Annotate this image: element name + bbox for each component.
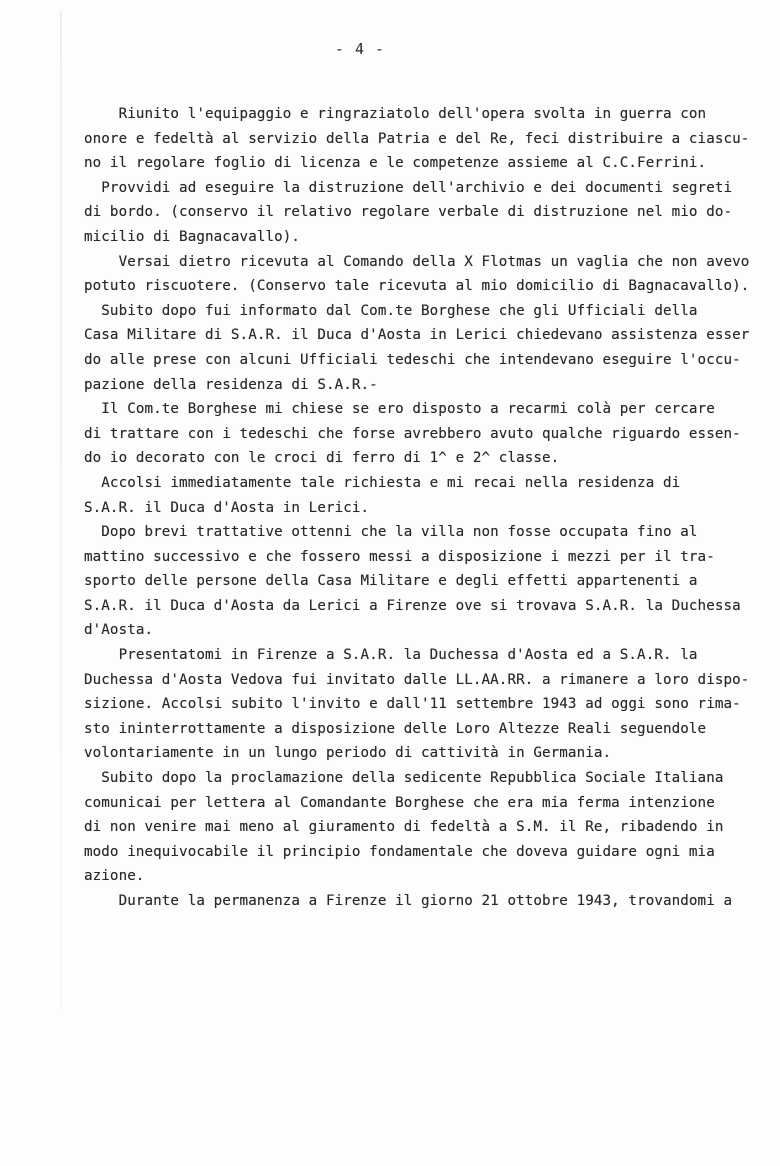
text-line: modo inequivocabile il principio fondamentale che doveva guidare ogni mia — [84, 843, 715, 860]
text-line: di trattare con i tedeschi che forse avrebbero avuto qualche riguardo essen- — [84, 425, 741, 442]
text-line: Provvidi ad eseguire la distruzione dell'archivio e dei documenti segreti — [84, 179, 733, 196]
text-line: volontariamente in un lungo periodo di cattività in Germania. — [84, 745, 612, 762]
text-line: Subito dopo la proclamazione della sedicente Repubblica Sociale Italiana — [84, 770, 724, 787]
text-line: Duchessa d'Aosta Vedova fui invitato dalle LL.AA.RR. a rimanere a loro dispo- — [84, 671, 750, 688]
text-line: Durante la permanenza a Firenze il giorno 21 ottobre 1943, trovandomi a — [84, 893, 733, 909]
text-line: S.A.R. il Duca d'Aosta in Lerici. — [84, 499, 370, 516]
text-line: Versai dietro ricevuta al Comando della X Flotmas un vaglia che non avevo — [84, 253, 750, 270]
text-line: no il regolare foglio di licenza e le competenze assieme al C.C.Ferrini. — [84, 155, 707, 172]
text-line: sto ininterrottamente a disposizione delle Loro Altezze Reali seguendole — [84, 720, 707, 737]
body-text — [84, 102, 770, 914]
text-line: Accolsi immediatamente tale richiesta e mi recai nella residenza di — [84, 474, 681, 491]
text-line: di bordo. (conservo il relativo regolare verbale di distruzione nel mio do- — [84, 204, 733, 221]
text-line: azione. — [84, 868, 145, 885]
text-line: Casa Militare di S.A.R. il Duca d'Aosta in Lerici chiedevano assistenza esser — [84, 327, 750, 344]
text-line: d'Aosta. — [84, 622, 154, 639]
page-number: - 4 - — [334, 40, 386, 58]
text-line: sporto delle persone della Casa Militare e degli effetti appartenenti a — [84, 573, 698, 590]
text-line: comunicai per lettera al Comandante Borghese che era mia ferma intenzione — [84, 794, 715, 811]
text-line: pazione della residenza di S.A.R.- — [84, 376, 378, 393]
text-line: Il Com.te Borghese mi chiese se ero disposto a recarmi colà per cercare — [84, 401, 715, 418]
text-line: onore e fedeltà al servizio della Patria e del Re, feci distribuire a ciascu- — [84, 130, 750, 147]
text-line: S.A.R. il Duca d'Aosta da Lerici a Firenze ove si trovava S.A.R. la Duchessa — [84, 597, 741, 614]
text-line: mattino successivo e che fossero messi a disposizione i mezzi per il tra- — [84, 548, 715, 565]
text-line: micilio di Bagnacavallo). — [84, 228, 301, 245]
text-line: do alle prese con alcuni Ufficiali tedeschi che intendevano eseguire l'occu- — [84, 351, 741, 368]
text-line: sizione. Accolsi subito l'invito e dall'11 settembre 1943 ad oggi sono rima- — [84, 696, 741, 713]
text-line: Dopo brevi trattative ottenni che la villa non fosse occupata fino al — [84, 524, 698, 541]
text-line: Riunito l'equipaggio e ringraziatolo dell'opera svolta in guerra con — [84, 106, 707, 122]
text-line: do io decorato con le croci di ferro di 1^ e 2^ classe. — [84, 450, 560, 467]
text-line: di non venire mai meno al giuramento di fedeltà a S.M. il Re, ribadendo in — [84, 819, 724, 836]
text-line: Presentatomi in Firenze a S.A.R. la Duchessa d'Aosta ed a S.A.R. la — [84, 647, 698, 664]
text-line: potuto riscuotere. (Conservo tale ricevuta al mio domicilio di Bagnacavallo). — [84, 278, 750, 295]
scan-edge-shadow — [60, 10, 62, 1010]
text-line: Subito dopo fui informato dal Com.te Borghese che gli Ufficiali della — [84, 302, 698, 319]
